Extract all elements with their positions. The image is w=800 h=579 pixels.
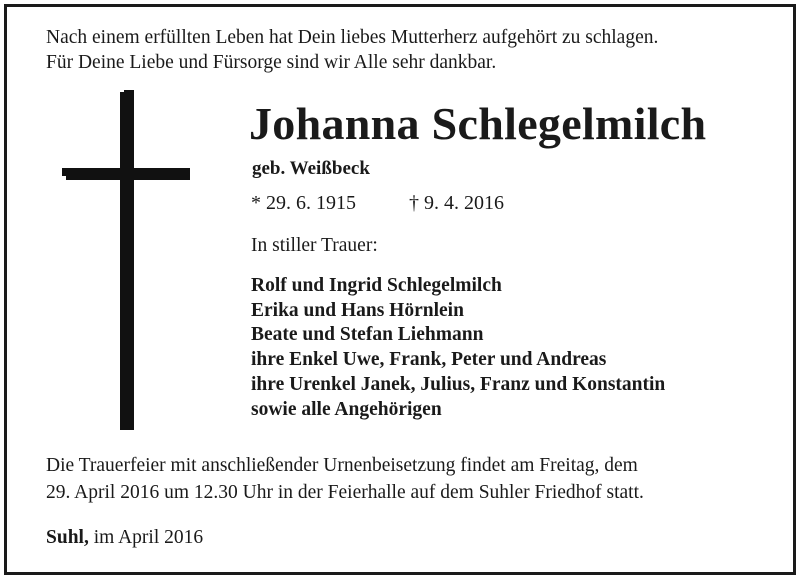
mourner-line: Rolf und Ingrid Schlegelmilch xyxy=(251,275,502,296)
mourning-heading: In stiller Trauer: xyxy=(251,235,378,256)
ceremony-line: 29. April 2016 um 12.30 Uhr in der Feierhalle auf dem Suhler Friedhof statt. xyxy=(46,481,644,503)
maiden-name: geb. Weißbeck xyxy=(252,158,370,179)
intro-text xyxy=(46,25,658,75)
place-month: im April 2016 xyxy=(93,527,204,548)
intro-line: Nach einem erfüllten Leben hat Dein liebes Mutterherz aufgehört zu schlagen. xyxy=(46,27,659,48)
birth-date: * 29. 6. 1915 xyxy=(251,192,356,214)
ceremony-text xyxy=(46,453,644,506)
deceased-name: Johanna Schlegelmilch xyxy=(249,98,707,149)
ceremony-line: Die Trauerfeier mit anschließender Urnenbeisetzung findet am Freitag, dem xyxy=(46,455,638,476)
mourner-line: Erika und Hans Hörnlein xyxy=(251,299,464,321)
mourner-line: sowie alle Angehörigen xyxy=(251,398,442,420)
death-date: † 9. 4. 2016 xyxy=(409,192,504,214)
mourners-list xyxy=(251,274,665,422)
cross-icon xyxy=(58,88,198,433)
mourner-line: Beate und Stefan Liehmann xyxy=(251,324,484,346)
intro-line: Für Deine Liebe und Fürsorge sind wir Alle sehr dankbar. xyxy=(46,52,497,73)
place-town: Suhl, xyxy=(46,527,89,548)
place-date xyxy=(46,525,203,550)
mourner-line: ihre Urenkel Janek, Julius, Franz und Konstantin xyxy=(251,373,666,395)
mourner-line: ihre Enkel Uwe, Frank, Peter und Andreas xyxy=(251,349,607,371)
life-dates xyxy=(251,190,504,216)
